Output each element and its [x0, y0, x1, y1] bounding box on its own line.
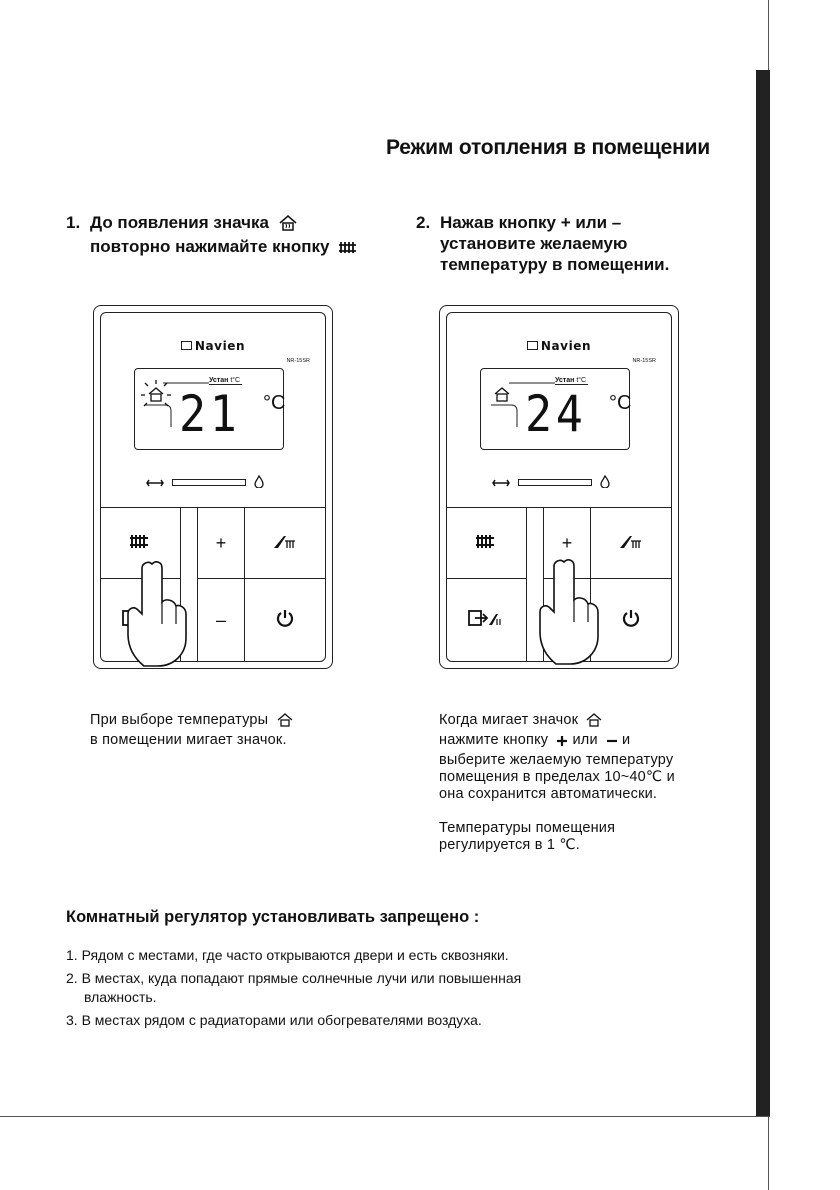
minus-icon: [606, 735, 618, 752]
temperature-readout: 21: [179, 385, 241, 443]
power-button[interactable]: [243, 578, 326, 662]
caption-right-line2b: или: [572, 732, 598, 748]
plus-button[interactable]: +: [543, 508, 591, 579]
pointing-hand-icon: [124, 558, 194, 668]
list-item: 1. Рядом с местами, где часто открываются двери и есть сквозняки.: [66, 947, 509, 963]
radiator-icon: [129, 533, 151, 554]
thermostat-device-2: [439, 305, 679, 669]
house-heating-icon: [141, 379, 171, 414]
thermostat-device-1: [93, 305, 333, 669]
level-bar: [518, 479, 592, 486]
footer-rule: [0, 1116, 770, 1117]
caption-left-line1: При выборе температуры: [90, 712, 269, 728]
step-1-number: 1.: [66, 213, 81, 232]
caption-left: [90, 712, 297, 749]
set-temperature-label: Устан t°C: [209, 377, 241, 384]
hot-water-icon: [272, 533, 298, 554]
warning-title: Комнатный регулятор установливать запрещено :: [66, 908, 480, 926]
flame-icon: [254, 475, 264, 493]
step-2: [416, 212, 669, 275]
step-2-line1: Нажав кнопку + или –: [440, 213, 622, 232]
caption-right-line2a: нажмите кнопку: [439, 732, 549, 748]
flame-icon: [600, 475, 610, 493]
chapter-tab-bar: [756, 70, 770, 1116]
plus-icon: [556, 735, 568, 752]
set-temperature-label: Устан t°C: [555, 377, 587, 384]
list-item: 3. В местах рядом с радиаторами или обогревателями воздуха.: [66, 1012, 482, 1028]
away-mode-button[interactable]: [446, 578, 527, 662]
caption-right-line2c: и: [621, 732, 631, 748]
caption-right-line6: Температуры помещения: [439, 820, 616, 836]
caption-right-line5: она сохранится автоматически.: [439, 786, 658, 802]
list-item: 2. В местах, куда попадают прямые солнечные лучи или повышенная влажность.: [66, 970, 522, 1005]
plus-button[interactable]: +: [197, 508, 245, 579]
caption-right-line4: помещения в пределах 10~40℃ и: [439, 769, 675, 785]
minus-button[interactable]: –: [197, 578, 245, 662]
brand-logo: Navien: [94, 339, 332, 353]
page-title: Режим отопления в помещении: [386, 136, 710, 159]
step-2-number: 2.: [416, 213, 431, 232]
status-indicator-row: [492, 476, 622, 488]
caption-left-line2: в помещении мигает значок.: [90, 732, 287, 748]
power-icon: [621, 608, 641, 633]
pointing-hand-icon: [536, 556, 606, 666]
wrench-icon: [146, 476, 164, 494]
house-heating-icon: [586, 713, 602, 732]
caption-right-line3: выберите желаемую температуру: [439, 752, 674, 768]
status-indicator-row: [146, 476, 276, 488]
heating-mode-button[interactable]: [446, 508, 527, 579]
away-mode-icon: [468, 608, 504, 633]
model-label: NR-15SR: [632, 358, 656, 364]
hot-water-icon: [618, 533, 644, 554]
step-1: [66, 212, 362, 260]
temperature-readout: 24: [525, 385, 587, 443]
house-heating-icon: [487, 379, 517, 414]
brand-logo: Navien: [440, 339, 678, 353]
level-bar: [172, 479, 246, 486]
house-heating-icon: [277, 713, 293, 732]
warning-list: [66, 946, 706, 1034]
hot-water-button[interactable]: [243, 508, 326, 579]
model-label: NR-15SR: [286, 358, 310, 364]
step-1-line1: До появления значка: [90, 213, 269, 232]
degree-unit: °C: [609, 392, 632, 414]
step-2-line3: температуру в помещении.: [440, 255, 670, 274]
radiator-icon: [338, 239, 358, 260]
power-icon: [275, 608, 295, 633]
step-2-line2: установите желаемую: [440, 234, 628, 253]
wrench-icon: [492, 476, 510, 494]
caption-right-line7: регулируется в 1 ℃.: [439, 837, 581, 853]
step-1-line2: повторно нажимайте кнопку: [90, 237, 330, 256]
caption-right-line1: Когда мигает значок: [439, 712, 579, 728]
radiator-icon: [475, 533, 497, 554]
house-heating-icon: [278, 215, 298, 236]
lcd-display: [134, 368, 284, 450]
lcd-display: [480, 368, 630, 450]
degree-unit: °C: [263, 392, 286, 414]
caption-right: [439, 712, 675, 854]
